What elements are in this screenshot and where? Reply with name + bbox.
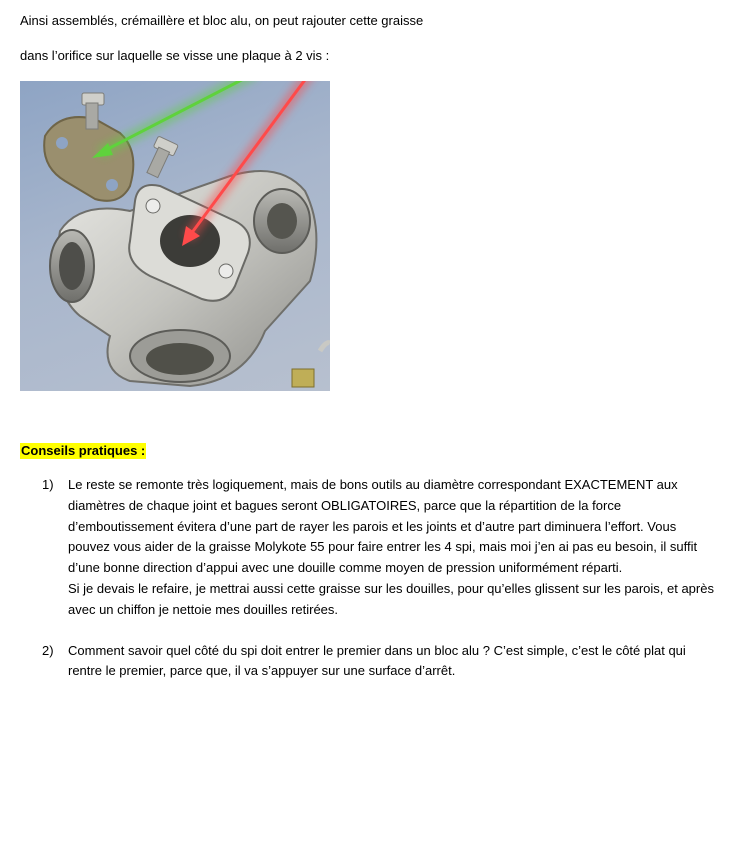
tip-1-paragraph-1: Le reste se remonte très logiquement, mais de bons outils au diamètre correspondant EXACTEMENT aux diamètres de chaque joint et bagues seront OBLIGATOIRES, parce que la répartition de la force d’emboutissement évitera d’une part de rayer les parois et les joints et d’autre part diminuera l’effort. Vous pouvez vous aider de la graisse Molykote 55 pour faire entrer les 4 spi, mais moi j’en ai pas eu besoin, il suffit d’une bonne direction d’appui avec une douille comme moyen de pression uniformément réparti. (68, 477, 698, 576)
gasket-plate (44, 117, 133, 201)
tip-1-paragraph-2: Si je devais le refaire, je mettrai aussi cette graisse sur les douilles, pour qu’elles glissent sur les parois, et après avec un chiffon je nettoie mes douilles retirées. (68, 580, 714, 617)
tips-list (20, 475, 720, 682)
tip-number: 1) (42, 477, 54, 492)
screw-2 (142, 136, 178, 180)
tip-item-2 (20, 641, 720, 683)
intro-line-1: Ainsi assemblés, crémaillère et bloc alu, on peut rajouter cette graisse (20, 13, 424, 28)
tip-item-1 (20, 475, 720, 621)
intro-line-2: dans l’orifice sur laquelle se visse une plaque à 2 vis : (20, 48, 330, 63)
tip-number: 2) (42, 642, 54, 658)
aluminium-block-photo (20, 81, 330, 391)
tip-2-paragraph-1: Comment savoir quel côté du spi doit entrer le premier dans un bloc alu ? C’est simple, c’est le côté plat qui rentre le premier, parce que, il va s’appuyer sur une surface d’arrêt. (68, 642, 686, 679)
tips-heading: Conseils pratiques : (21, 443, 146, 458)
